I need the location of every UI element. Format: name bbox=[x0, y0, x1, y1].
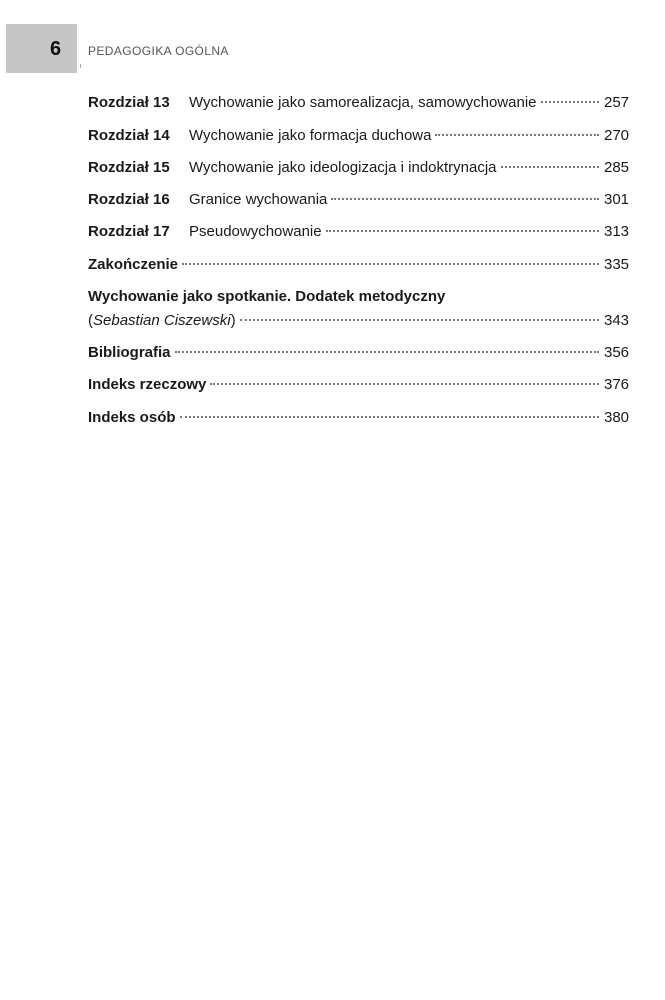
dot-leader bbox=[240, 319, 599, 321]
toc-entry-bibliography[interactable] bbox=[88, 343, 628, 363]
page-ref: 376 bbox=[604, 376, 630, 393]
toc-entry-name-index[interactable] bbox=[88, 408, 628, 428]
toc-entry-chapter-14[interactable] bbox=[88, 126, 628, 146]
page-number: 6 bbox=[50, 38, 62, 60]
page-ref: 313 bbox=[604, 223, 630, 240]
page-ref: 380 bbox=[604, 409, 630, 426]
toc-entry-subject-index[interactable] bbox=[88, 375, 628, 395]
toc-entry-chapter-17[interactable] bbox=[88, 222, 628, 242]
page-number-box bbox=[6, 24, 77, 73]
chapter-title: Wychowanie jako formacja duchowa bbox=[189, 127, 432, 144]
page-ref: 270 bbox=[604, 127, 630, 144]
toc-entry-chapter-15[interactable] bbox=[88, 158, 628, 178]
dot-leader bbox=[435, 134, 599, 136]
section-title: Bibliografia bbox=[88, 344, 171, 361]
dot-leader bbox=[210, 383, 599, 385]
dot-leader bbox=[182, 263, 599, 265]
page-ref: 335 bbox=[604, 256, 630, 273]
page-ref: 343 bbox=[604, 312, 630, 329]
page-ref: 285 bbox=[604, 159, 630, 176]
chapter-title: Wychowanie jako ideologizacja i indoktrynacja bbox=[189, 159, 497, 176]
chapter-label: Rozdział 17 bbox=[88, 223, 170, 240]
dot-leader bbox=[541, 101, 599, 103]
paren-close: ) bbox=[230, 312, 236, 329]
toc-entry-conclusion[interactable] bbox=[88, 255, 628, 275]
paren-open: ( bbox=[88, 312, 93, 329]
running-title: PEDAGOGIKA OGÓLNA bbox=[88, 44, 229, 58]
header-divider bbox=[80, 64, 81, 68]
appendix-author bbox=[88, 311, 236, 331]
dot-leader bbox=[501, 166, 599, 168]
chapter-label: Rozdział 16 bbox=[88, 191, 170, 208]
dot-leader bbox=[180, 416, 599, 418]
chapter-title: Granice wychowania bbox=[189, 191, 328, 208]
toc-entry-appendix[interactable] bbox=[88, 311, 628, 331]
appendix-title[interactable]: Wychowanie jako spotkanie. Dodatek metodyczny bbox=[88, 288, 446, 305]
page-ref: 356 bbox=[604, 344, 630, 361]
toc-entry-chapter-13[interactable] bbox=[88, 93, 628, 113]
toc-entry-chapter-16[interactable] bbox=[88, 190, 628, 210]
dot-leader bbox=[326, 230, 599, 232]
dot-leader bbox=[175, 351, 599, 353]
section-title: Zakończenie bbox=[88, 256, 179, 273]
chapter-label: Rozdział 13 bbox=[88, 94, 170, 111]
chapter-title: Wychowanie jako samorealizacja, samowychowanie bbox=[189, 94, 537, 111]
chapter-label: Rozdział 15 bbox=[88, 159, 170, 176]
chapter-title: Pseudowychowanie bbox=[189, 223, 322, 240]
page-ref: 301 bbox=[604, 191, 630, 208]
section-title: Indeks rzeczowy bbox=[88, 376, 207, 393]
section-title: Indeks osób bbox=[88, 409, 176, 426]
dot-leader bbox=[331, 198, 599, 200]
author-name: Sebastian Ciszewski bbox=[93, 312, 231, 329]
chapter-label: Rozdział 14 bbox=[88, 127, 170, 144]
page-ref: 257 bbox=[604, 94, 630, 111]
